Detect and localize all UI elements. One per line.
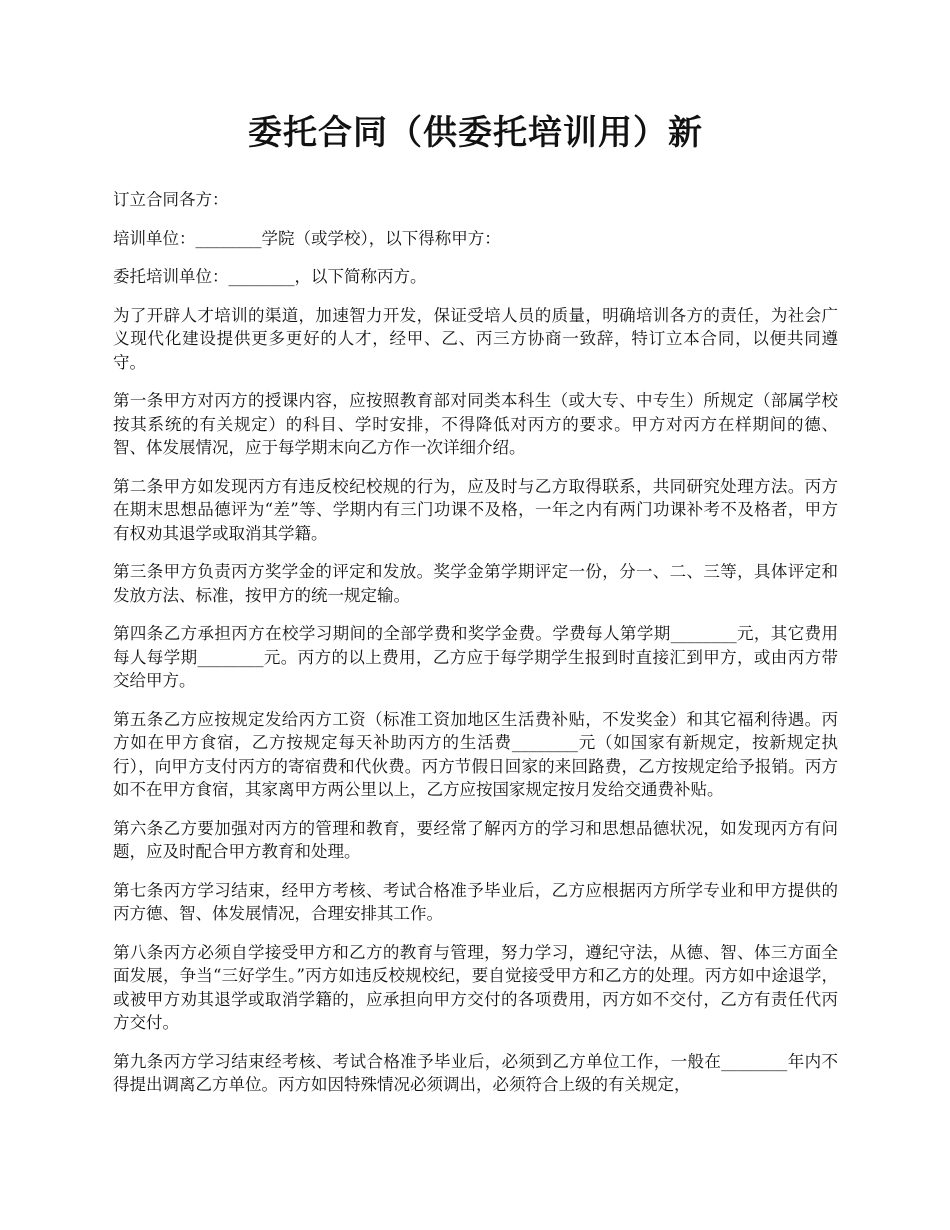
training-unit-line: 培训单位：________学院（或学校），以下得称甲方： (113, 228, 501, 248)
preamble-paragraph: 为了开辟人才培训的渠道，加速智力开发，保证受培人员的质量，明确培训各方的责任，为社会广义现代化建设提供更多更好的人才，经甲、乙、丙三方协商一致辞，特订立本合同，以便共同遵守。 (113, 305, 838, 372)
article-5: 第五条乙方应按规定发给丙方工资（标准工资加地区生活费补贴，不发奖金）和其它福利待遇。丙方如在甲方食宿，乙方按规定每天补助丙方的生活费________元（如国家有新规定，按新规定执行），向甲方支付丙方的寄宿费和代伙费。丙方节假日回家的来回路费，乙方按规定给予报销。丙方如不在甲方食宿，其家离甲方两公里以上，乙方应按国家规定按月发给交通费补贴。 (113, 709, 838, 799)
document-title: 委托合同（供委托培训用）新 (248, 113, 703, 153)
article-6: 第六条乙方要加强对丙方的管理和教育，要经常了解丙方的学习和思想品德状况，如发现丙方有问题，应及时配合甲方教育和处理。 (113, 818, 838, 861)
article-2: 第二条甲方如发现丙方有违反校纪校规的行为，应及时与乙方取得联系，共同研究处理方法。丙方在期末思想品德评为“差”等、学期内有三门功课不及格，一年之内有两门功课补考不及格者，甲方有权劝其退学或取消其学籍。 (113, 476, 838, 543)
contract-parties-heading: 订立合同各方： (113, 190, 229, 209)
article-3: 第三条甲方负责丙方奖学金的评定和发放。奖学金第学期评定一份，分一、二、三等，具体评定和发放方法、标准，按甲方的统一规定输。 (113, 562, 838, 605)
article-4: 第四条乙方承担丙方在校学习期间的全部学费和奖学金费。学费每人第学期________元，其它费用每人每学期________元。丙方的以上费用，乙方应于每学期学生报到时直接汇到甲方，或由丙方带交给甲方。 (113, 624, 838, 690)
article-9: 第九条丙方学习结束经考核、考试合格准予毕业后，必须到乙方单位工作，一般在________年内不得提出调离乙方单位。丙方如因特殊情况必须调出，必须符合上级的有关规定， (113, 1051, 838, 1094)
article-1: 第一条甲方对丙方的授课内容，应按照教育部对同类本科生（或大专、中专生）所规定（部属学校按其系统的有关规定）的科目、学时安排，不得降低对丙方的要求。甲方对丙方在样期间的德、智、体发展情况，应于每学期末向乙方作一次详细介绍。 (113, 391, 838, 457)
article-7: 第七条丙方学习结束，经甲方考核、考试合格准予毕业后，乙方应根据丙方所学专业和甲方提供的丙方德、智、体发展情况，合理安排其工作。 (113, 880, 838, 923)
article-8: 第八条丙方必须自学接受甲方和乙方的教育与管理，努力学习，遵纪守法，从德、智、体三方面全面发展，争当“三好学生。”丙方如违反校规校纪，要自觉接受甲方和乙方的处理。丙方如中途退学，或被甲方劝其退学或取消学籍的，应承担向甲方交付的各项费用，丙方如不交付，乙方有责任代丙方交付。 (113, 942, 838, 1032)
entrusting-unit-line: 委托培训单位：________，以下简称丙方。 (113, 267, 427, 286)
